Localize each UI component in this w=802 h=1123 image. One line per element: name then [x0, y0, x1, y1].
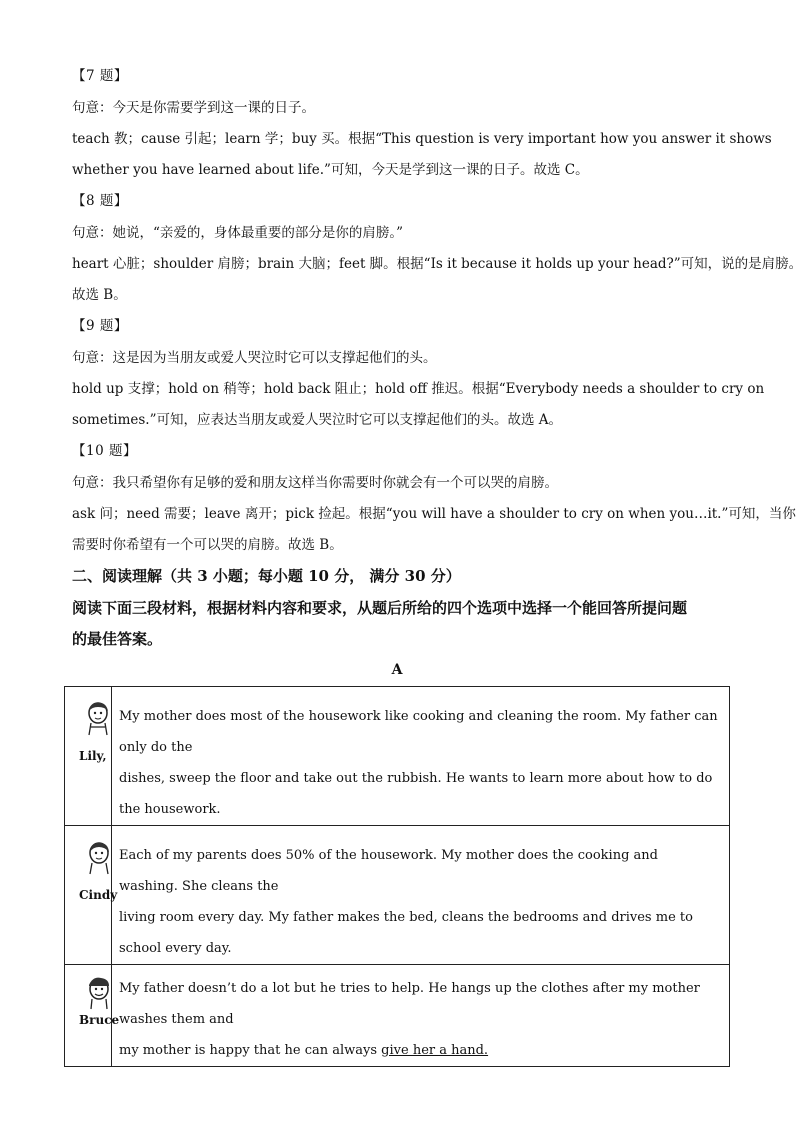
q9-explanation-line2: sometimes.”可知，应表达当朋友或爱人哭泣时它可以支撑起他们的头。故选 A。: [72, 412, 563, 428]
student-name: Cindy: [79, 888, 118, 902]
underlined-phrase: give her a hand.: [381, 1043, 489, 1058]
q9-explanation-line1: hold up 支撑；hold on 稍等；hold back 阻止；hold off 推迟。根据“Everybody needs a shoulder to cry on: [72, 381, 765, 397]
q7-explanation-line2: whether you have learned about life.”可知，今天是学到这一课的日子。故选 C。: [72, 162, 589, 178]
passage-line: [119, 1035, 721, 1066]
boy-avatar-icon: [83, 975, 113, 1009]
student-name: Lily,: [79, 749, 107, 763]
student-name: Bruce: [79, 1013, 120, 1027]
q7-meaning: 句意：今天是你需要学到这一课的日子。: [72, 100, 315, 116]
passage-line: My father doesn’t do a lot but he tries to help. He hangs up the clothes after my mother washes them and: [119, 981, 700, 1027]
passage-line: Each of my parents does 50% of the housework. My mother does the cooking and washing. She cleans the: [119, 848, 658, 894]
reading-section-title: 二、阅读理解（共 3 小题；每小题 10 分， 满分 30 分）: [72, 567, 461, 585]
reading-instruction-line1: 阅读下面三段材料，根据材料内容和要求，从题后所给的四个选项中选择一个能回答所提问题: [72, 599, 688, 617]
avatar-cell: [65, 687, 112, 826]
passage-text-cell: [112, 687, 730, 826]
table-row: [65, 826, 730, 965]
passage-line: My mother does most of the housework like cooking and cleaning the room. My father can only do the: [119, 709, 718, 755]
passage-line: dishes, sweep the floor and take out the rubbish. He wants to learn more about how to do the housework.: [119, 771, 713, 817]
girl-avatar-icon: [83, 701, 113, 735]
reading-instruction-line2: 的最佳答案。: [72, 630, 163, 648]
table-row: [65, 687, 730, 826]
q10-meaning: 句意：我只希望你有足够的爱和朋友这样当你需要时你就会有一个可以哭的肩膀。: [72, 475, 558, 491]
q10-header: 【10 题】: [72, 443, 137, 459]
q10-explanation-line2: 需要时你希望有一个可以哭的肩膀。故选 B。: [72, 537, 343, 553]
q7-explanation-line1: teach 教；cause 引起；learn 学；buy 买。根据“This question is very important how you answer it shows: [72, 131, 772, 147]
passage-text-cell: [112, 826, 730, 965]
q10-explanation-line1: ask 问；need 需要；leave 离开；pick 捡起。根据“you will have a shoulder to cry on when you…it.”可知，当你: [72, 506, 796, 522]
q8-explanation-line1: heart 心脏；shoulder 肩膀；brain 大脑；feet 脚。根据“Is it because it holds up your head?”可知，说的是肩膀。: [72, 256, 802, 272]
q8-explanation-line2: 故选 B。: [72, 287, 127, 303]
q8-header: 【8 题】: [72, 193, 128, 209]
table-row: [65, 965, 730, 1067]
passage-label: A: [391, 662, 403, 678]
girl-avatar-icon: [83, 840, 113, 874]
q9-header: 【9 题】: [72, 318, 128, 334]
passage-line-text: my mother is happy that he can always: [119, 1043, 382, 1058]
q8-meaning: 句意：她说，“亲爱的，身体最重要的部分是你的肩膀。”: [72, 225, 404, 241]
avatar-cell: [65, 965, 120, 1067]
q9-meaning: 句意：这是因为当朋友或爱人哭泣时它可以支撑起他们的头。: [72, 350, 437, 366]
passage-line: living room every day. My father makes the bed, cleans the bedrooms and drives me to school every day.: [119, 910, 693, 956]
avatar-cell: [65, 826, 118, 965]
passage-text-cell: [112, 965, 730, 1067]
q7-header: 【7 题】: [72, 68, 128, 84]
housework-table: [64, 686, 730, 1067]
